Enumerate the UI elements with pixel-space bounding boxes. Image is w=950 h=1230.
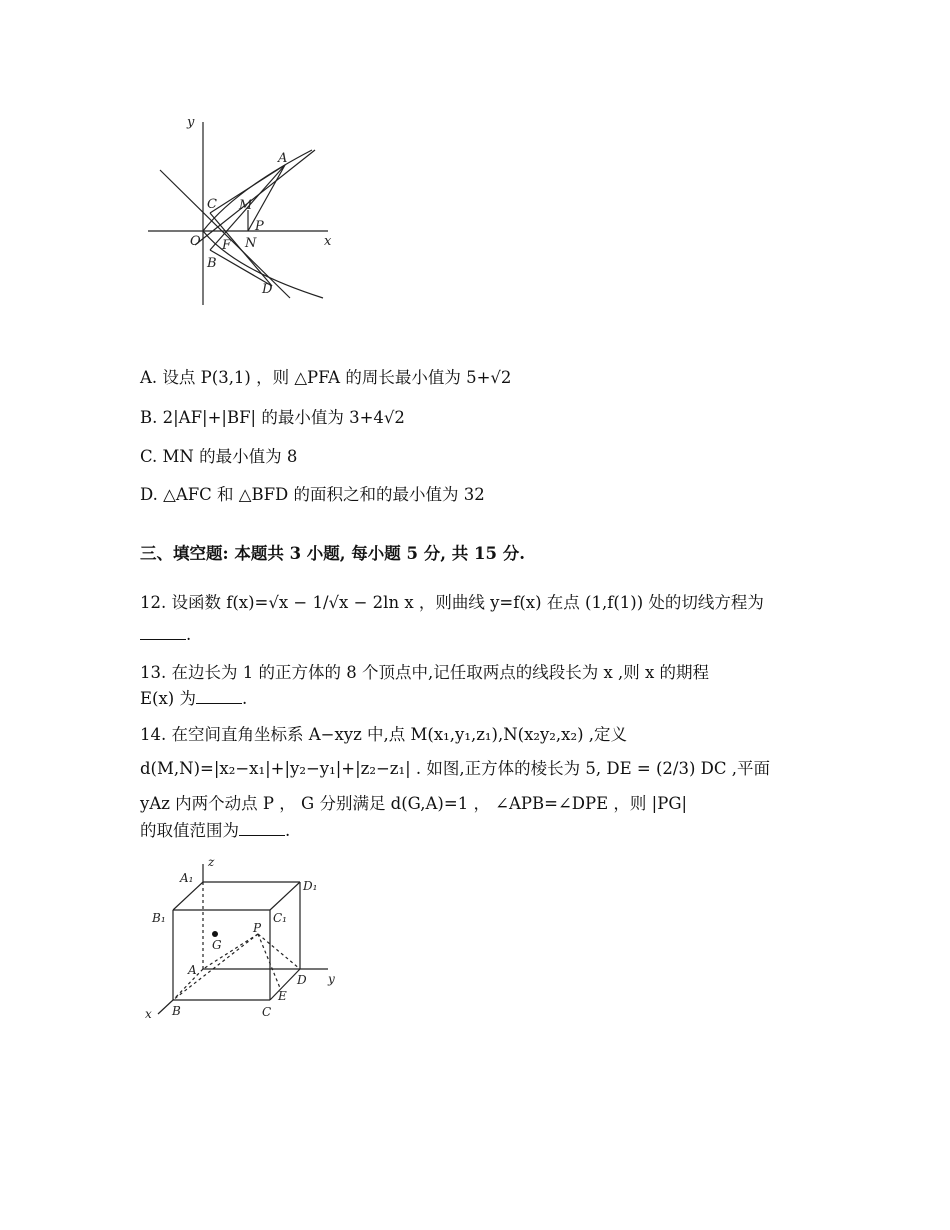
option-d: D. △AFC 和 △BFD 的面积之和的最小值为 32: [140, 485, 485, 504]
answer-blank[interactable]: [196, 689, 242, 704]
question-14-line2: d(M,N)=|x₂−x₁|+|y₂−y₁|+|z₂−z₁| . 如图,正方体的棱长为 5, DE = (2/3) DC ,平面: [140, 759, 770, 778]
label-x: x: [145, 1007, 152, 1021]
label-C: C: [207, 197, 217, 212]
question-13-line1: 13. 在边长为 1 的正方体的 8 个顶点中,记任取两点的线段长为 x ,则 x 的期程: [140, 663, 710, 682]
question-14-line3: yAz 内两个动点 P ， G 分别满足 d(G,A)=1 ， ∠APB=∠DPE ，则 |PG|: [140, 794, 688, 813]
label-D: D: [262, 282, 273, 297]
label-B: B: [207, 256, 217, 271]
section-heading: 三、填空题: 本题共 3 小题, 每小题 5 分, 共 15 分.: [140, 544, 525, 563]
question-12-line1: 12. 设函数 f(x)=√x − 1/√x − 2ln x ，则曲线 y=f(x) 在点 (1,f(1)) 处的切线方程为: [140, 593, 764, 612]
label-y: y: [187, 115, 195, 130]
label-E: E: [278, 989, 287, 1003]
label-P: P: [253, 921, 262, 935]
option-b: B. 2|AF|+|BF| 的最小值为 3+4√2: [140, 408, 405, 427]
parabola-figure: [140, 110, 350, 310]
question-14-line4: [140, 820, 290, 842]
label-M: M: [239, 198, 253, 213]
label-F: F: [222, 238, 232, 253]
label-G: G: [212, 938, 222, 952]
answer-blank[interactable]: [140, 625, 186, 640]
question-14-line1: 14. 在空间直角坐标系 A−xyz 中,点 M(x₁,y₁,z₁),N(x₂y₂,x₂) ,定义: [140, 725, 628, 744]
label-C1: C₁: [273, 911, 287, 925]
cube-figure: [140, 852, 350, 1027]
question-13-prefix: E(x) 为: [140, 689, 196, 708]
question-13-line2: [140, 688, 247, 710]
segment-P-E: [258, 934, 280, 988]
segment-P-D: [258, 934, 300, 969]
label-C: C: [262, 1005, 272, 1019]
label-P: P: [255, 219, 264, 234]
option-c: C. MN 的最小值为 8: [140, 447, 298, 466]
label-B: B: [172, 1004, 181, 1018]
label-A1: A₁: [180, 871, 194, 885]
chord-B-D: [210, 250, 272, 286]
question-14-prefix: 的取值范围为: [140, 821, 239, 840]
question-13-end: .: [241, 689, 248, 708]
edge-A1-B1: [173, 882, 203, 910]
label-D: D: [297, 973, 307, 987]
question-12-line2: [140, 624, 191, 646]
label-B1: B₁: [152, 911, 166, 925]
edge-D1-C1: [270, 882, 300, 910]
label-O: O: [190, 234, 201, 249]
label-N: N: [245, 236, 257, 251]
label-z: z: [208, 855, 215, 869]
label-A: A: [278, 151, 288, 166]
label-y: y: [328, 972, 335, 986]
label-A: A: [188, 963, 197, 977]
answer-blank[interactable]: [239, 821, 285, 836]
line-AFD: [160, 170, 290, 298]
question-12-end: .: [186, 625, 192, 644]
x-axis: [158, 1000, 173, 1014]
label-D1: D₁: [303, 879, 318, 893]
point-G: [212, 931, 218, 937]
question-14-end: .: [285, 821, 291, 840]
label-x: x: [324, 234, 332, 249]
option-a: A. 设点 P(3,1) ，则 △PFA 的周长最小值为 5+√2: [140, 368, 512, 387]
